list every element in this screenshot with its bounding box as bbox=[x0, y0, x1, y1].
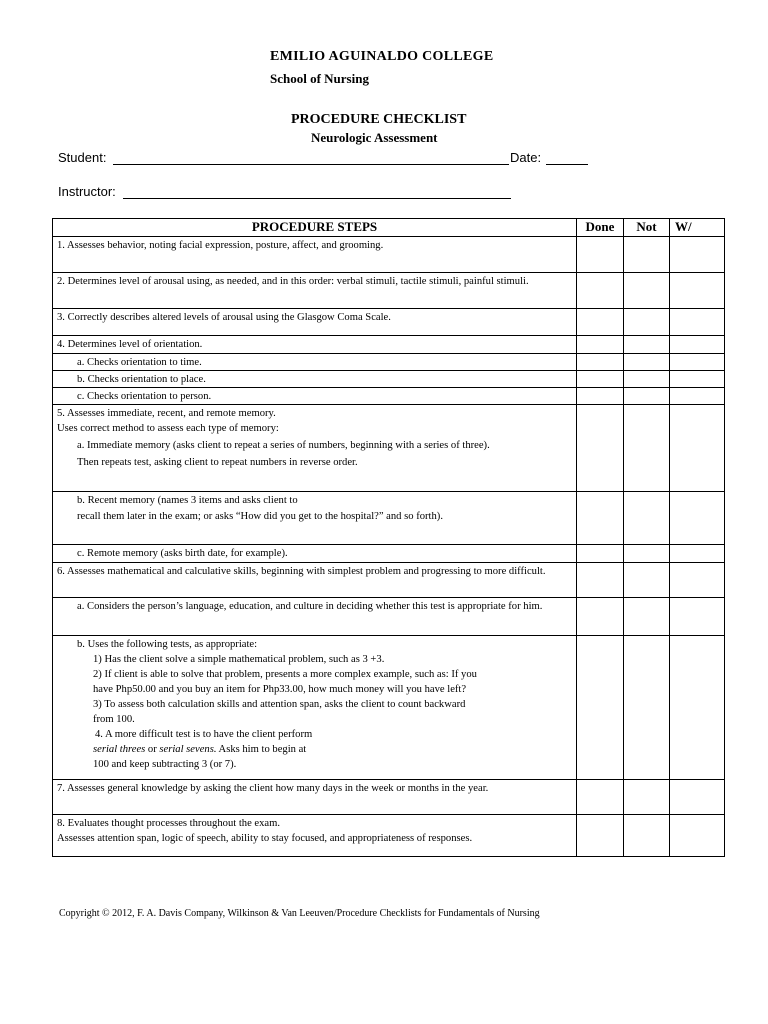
table-row bbox=[53, 598, 725, 636]
date-line[interactable] bbox=[546, 164, 588, 165]
not-done-checkbox[interactable] bbox=[624, 492, 670, 545]
not-done-checkbox[interactable] bbox=[624, 815, 670, 857]
step-text: 2) If client is able to solve that problem, presents a more complex example, such as: If you bbox=[93, 669, 477, 681]
step-text: c. Remote memory (asks birth date, for example). bbox=[77, 548, 288, 560]
with-assistance-checkbox[interactable] bbox=[670, 336, 725, 354]
step-cell bbox=[53, 492, 577, 545]
header-procedure-steps: PROCEDURE STEPS bbox=[53, 219, 577, 237]
not-done-checkbox[interactable] bbox=[624, 237, 670, 273]
step-cell bbox=[53, 336, 577, 354]
not-done-checkbox[interactable] bbox=[624, 598, 670, 636]
copyright-notice: Copyright © 2012, F. A. Davis Company, Wilkinson & Van Leeuven/Procedure Checklists for Fundamentals of Nursing bbox=[59, 908, 540, 919]
done-checkbox[interactable] bbox=[577, 492, 624, 545]
step-cell bbox=[53, 273, 577, 309]
with-assistance-checkbox[interactable] bbox=[670, 273, 725, 309]
document-title: PROCEDURE CHECKLIST bbox=[291, 112, 467, 127]
procedure-checklist-table bbox=[52, 218, 725, 857]
done-checkbox[interactable] bbox=[577, 815, 624, 857]
not-done-checkbox[interactable] bbox=[624, 780, 670, 815]
table-row bbox=[53, 636, 725, 780]
table-row bbox=[53, 815, 725, 857]
table-row bbox=[53, 388, 725, 405]
step-text: 1) Has the client solve a simple mathematical problem, such as 3 +3. bbox=[93, 654, 385, 666]
step-text: recall them later in the exam; or asks “How did you get to the hospital?” and so forth). bbox=[77, 511, 443, 523]
with-assistance-checkbox[interactable] bbox=[670, 371, 725, 388]
done-checkbox[interactable] bbox=[577, 405, 624, 492]
step-text: b. Uses the following tests, as appropriate: bbox=[77, 639, 258, 651]
date-label: Date: bbox=[510, 150, 542, 165]
header-done: Done bbox=[577, 219, 624, 237]
not-done-checkbox[interactable] bbox=[624, 636, 670, 780]
with-assistance-checkbox[interactable] bbox=[670, 354, 725, 371]
with-assistance-checkbox[interactable] bbox=[670, 563, 725, 598]
done-checkbox[interactable] bbox=[577, 780, 624, 815]
instructor-label: Instructor: bbox=[58, 184, 116, 199]
table-row bbox=[53, 309, 725, 336]
step-text: Assesses attention span, logic of speech, ability to stay focused, and appropriateness of responses. bbox=[57, 833, 473, 845]
done-checkbox[interactable] bbox=[577, 388, 624, 405]
instructor-name-line[interactable] bbox=[123, 198, 511, 199]
step-text: a. Immediate memory (asks client to repeat a series of numbers, beginning with a series of three). bbox=[77, 440, 490, 452]
school-name: School of Nursing bbox=[270, 71, 369, 86]
done-checkbox[interactable] bbox=[577, 336, 624, 354]
done-checkbox[interactable] bbox=[577, 237, 624, 273]
with-assistance-checkbox[interactable] bbox=[670, 545, 725, 563]
step-text: 2. Determines level of arousal using, as needed, and in this order: verbal stimuli, tactile stimuli, painful stimuli. bbox=[57, 276, 529, 287]
table-row bbox=[53, 780, 725, 815]
student-label: Student: bbox=[58, 150, 107, 165]
done-checkbox[interactable] bbox=[577, 273, 624, 309]
not-done-checkbox[interactable] bbox=[624, 563, 670, 598]
not-done-checkbox[interactable] bbox=[624, 545, 670, 563]
done-checkbox[interactable] bbox=[577, 545, 624, 563]
done-checkbox[interactable] bbox=[577, 636, 624, 780]
step-cell bbox=[53, 237, 577, 273]
step-text: Uses correct method to assess each type of memory: bbox=[57, 423, 279, 435]
table-row bbox=[53, 237, 725, 273]
table-row bbox=[53, 354, 725, 371]
done-checkbox[interactable] bbox=[577, 598, 624, 636]
with-assistance-checkbox[interactable] bbox=[670, 237, 725, 273]
step-text: a. Considers the person’s language, education, and culture in deciding whether this test is appropriate for him. bbox=[77, 601, 543, 613]
step-text bbox=[57, 742, 573, 757]
step-text: 100 and keep subtracting 3 (or 7). bbox=[93, 759, 237, 771]
not-done-checkbox[interactable] bbox=[624, 336, 670, 354]
step-text: b. Checks orientation to place. bbox=[77, 374, 206, 386]
step-text: 3. Correctly describes altered levels of arousal using the Glasgow Coma Scale. bbox=[57, 312, 391, 323]
step-text: 4. A more difficult test is to have the client perform bbox=[95, 729, 313, 741]
step-text: 8. Evaluates thought processes throughout the exam. bbox=[57, 818, 281, 830]
with-assistance-checkbox[interactable] bbox=[670, 636, 725, 780]
step-cell bbox=[53, 371, 577, 388]
step-text: 5. Assesses immediate, recent, and remote memory. bbox=[57, 408, 276, 420]
step-text: 4. Determines level of orientation. bbox=[57, 339, 203, 350]
table-row bbox=[53, 563, 725, 598]
not-done-checkbox[interactable] bbox=[624, 371, 670, 388]
step-text: b. Recent memory (names 3 items and asks client to bbox=[77, 495, 298, 507]
table-row bbox=[53, 492, 725, 545]
with-assistance-checkbox[interactable] bbox=[670, 815, 725, 857]
step-cell bbox=[53, 309, 577, 336]
table-row bbox=[53, 405, 725, 492]
with-assistance-checkbox[interactable] bbox=[670, 388, 725, 405]
student-name-line[interactable] bbox=[113, 164, 509, 165]
done-checkbox[interactable] bbox=[577, 354, 624, 371]
header-not: Not bbox=[624, 219, 670, 237]
step-cell bbox=[53, 563, 577, 598]
table-row bbox=[53, 336, 725, 354]
with-assistance-checkbox[interactable] bbox=[670, 598, 725, 636]
done-checkbox[interactable] bbox=[577, 309, 624, 336]
step-text: a. Checks orientation to time. bbox=[77, 357, 202, 368]
serial-threes-text: serial threes bbox=[93, 744, 146, 756]
step-cell bbox=[53, 354, 577, 371]
document-subtitle: Neurologic Assessment bbox=[311, 130, 438, 145]
not-done-checkbox[interactable] bbox=[624, 354, 670, 371]
not-done-checkbox[interactable] bbox=[624, 405, 670, 492]
with-assistance-checkbox[interactable] bbox=[670, 780, 725, 815]
done-checkbox[interactable] bbox=[577, 371, 624, 388]
step-cell bbox=[53, 405, 577, 492]
table-row bbox=[53, 371, 725, 388]
done-checkbox[interactable] bbox=[577, 563, 624, 598]
step-cell bbox=[53, 598, 577, 636]
table-row bbox=[53, 273, 725, 309]
step-text: 7. Assesses general knowledge by asking the client how many days in the week or months in the year. bbox=[57, 783, 489, 795]
table-header-row bbox=[53, 219, 725, 237]
college-name: EMILIO AGUINALDO COLLEGE bbox=[270, 49, 494, 64]
header-with: W/ bbox=[670, 219, 725, 237]
step-text: c. Checks orientation to person. bbox=[77, 391, 212, 403]
step-text: 3) To assess both calculation skills and attention span, asks the client to count backward bbox=[93, 699, 466, 711]
step-cell bbox=[53, 636, 577, 780]
step-text: have Php50.00 and you buy an item for Php33.00, how much money will you have left? bbox=[93, 684, 467, 696]
step-text: 1. Assesses behavior, noting facial expression, posture, affect, and grooming. bbox=[57, 240, 384, 251]
with-assistance-checkbox[interactable] bbox=[670, 405, 725, 492]
begin-text: Asks him to begin at bbox=[216, 744, 307, 756]
not-done-checkbox[interactable] bbox=[624, 273, 670, 309]
step-cell bbox=[53, 780, 577, 815]
table-row bbox=[53, 545, 725, 563]
not-done-checkbox[interactable] bbox=[624, 388, 670, 405]
step-cell bbox=[53, 388, 577, 405]
with-assistance-checkbox[interactable] bbox=[670, 309, 725, 336]
step-text: Then repeats test, asking client to repeat numbers in reverse order. bbox=[77, 457, 358, 469]
serial-sevens-text: serial sevens. bbox=[159, 744, 217, 756]
not-done-checkbox[interactable] bbox=[624, 309, 670, 336]
step-text: 6. Assesses mathematical and calculative skills, beginning with simplest problem and progressing to more difficult. bbox=[57, 566, 546, 578]
step-text: from 100. bbox=[93, 714, 135, 726]
or-text: or bbox=[145, 744, 160, 756]
step-cell bbox=[53, 815, 577, 857]
with-assistance-checkbox[interactable] bbox=[670, 492, 725, 545]
step-cell bbox=[53, 545, 577, 563]
